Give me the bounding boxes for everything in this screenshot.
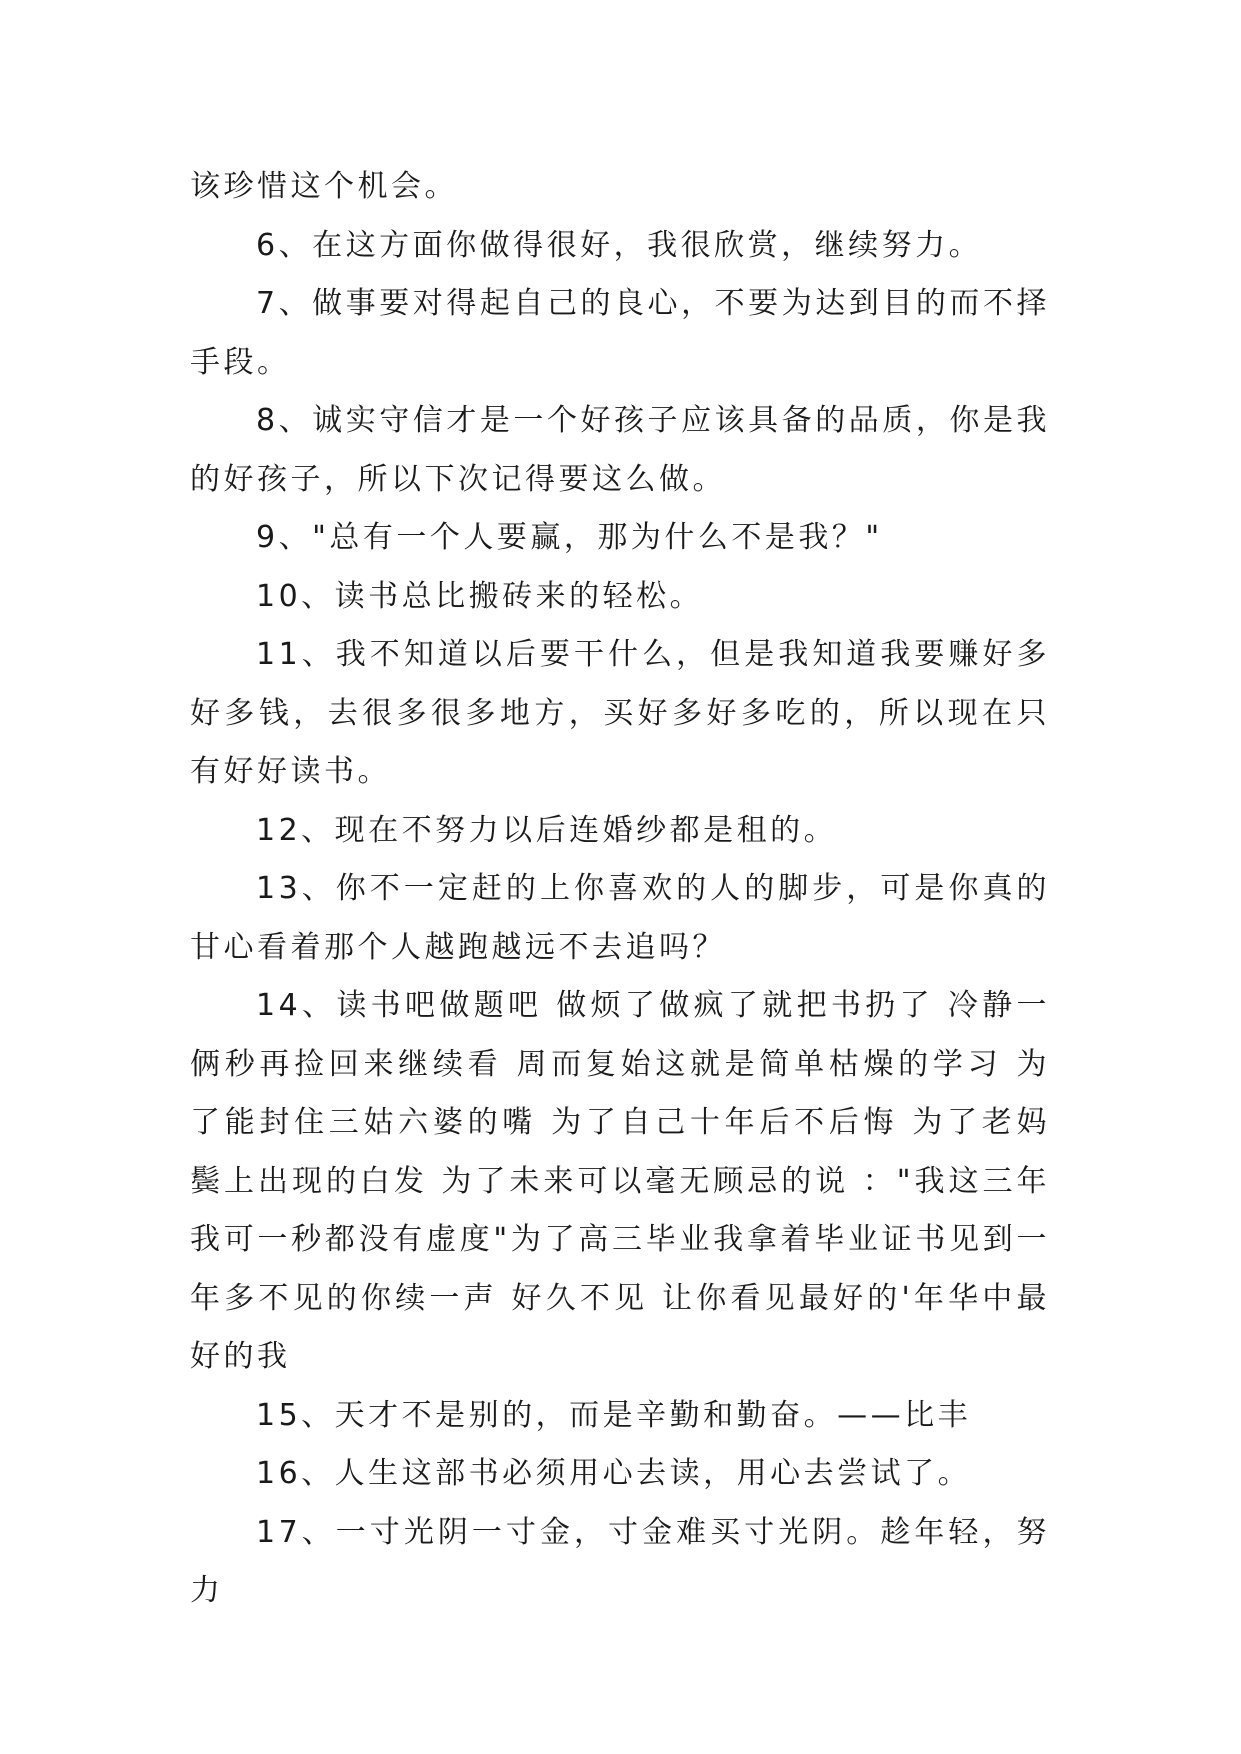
paragraph-item-7: 7、做事要对得起自己的良心，不要为达到目的而不择手段。 <box>190 286 1050 380</box>
paragraph-item-10: 10、读书总比搬砖来的轻松。 <box>256 578 704 614</box>
paragraph-item-12: 12、现在不努力以后连婚纱都是租的。 <box>256 812 838 848</box>
paragraph-continuation: 该珍惜这个机会。 <box>190 169 458 204</box>
paragraph-item-16: 16、人生这部书必须用心去读，用心去尝试了。 <box>256 1456 972 1491</box>
paragraph-item-15: 15、天才不是别的，而是辛勤和勤奋。——比丰 <box>256 1397 972 1433</box>
paragraph-item-14: 14、读书吧做题吧 做烦了做疯了就把书扔了 冷静一俩秒再捡回来继续看 周而复始这就是简单枯燥的学习 为了能封住三姑六婆的嘴 为了自己十年后不后悔 为了老妈鬓上出现的白发 为了未来可以毫无顾忌的说 ："我这三年我可一秒都没有虚度"为了高三毕业我拿着毕业证书见到一年多不见的你续一声 好久不见 让你看见最好的'年华中最好的我 <box>190 988 1050 1374</box>
paragraph-item-8: 8、诚实守信才是一个好孩子应该具备的品质，你是我的好孩子，所以下次记得要这么做。 <box>190 403 1050 497</box>
paragraph-item-17: 17、一寸光阴一寸金，寸金难买寸光阴。趁年轻，努力 <box>190 1514 1050 1608</box>
paragraph-item-6: 6、在这方面你做得很好，我很欣赏，继续努力。 <box>256 227 983 263</box>
paragraph-item-13: 13、你不一定赶的上你喜欢的人的脚步，可是你真的甘心看着那个人越跑越远不去追吗？ <box>190 871 1050 965</box>
body-text <box>190 158 1050 1621</box>
paragraph-item-9: 9、"总有一个人要赢，那为什么不是我？" <box>256 520 883 555</box>
paragraph-item-11: 11、我不知道以后要干什么，但是我知道我要赚好多好多钱，去很多很多地方，买好多好多吃的，所以现在只有好好读书。 <box>190 637 1050 789</box>
